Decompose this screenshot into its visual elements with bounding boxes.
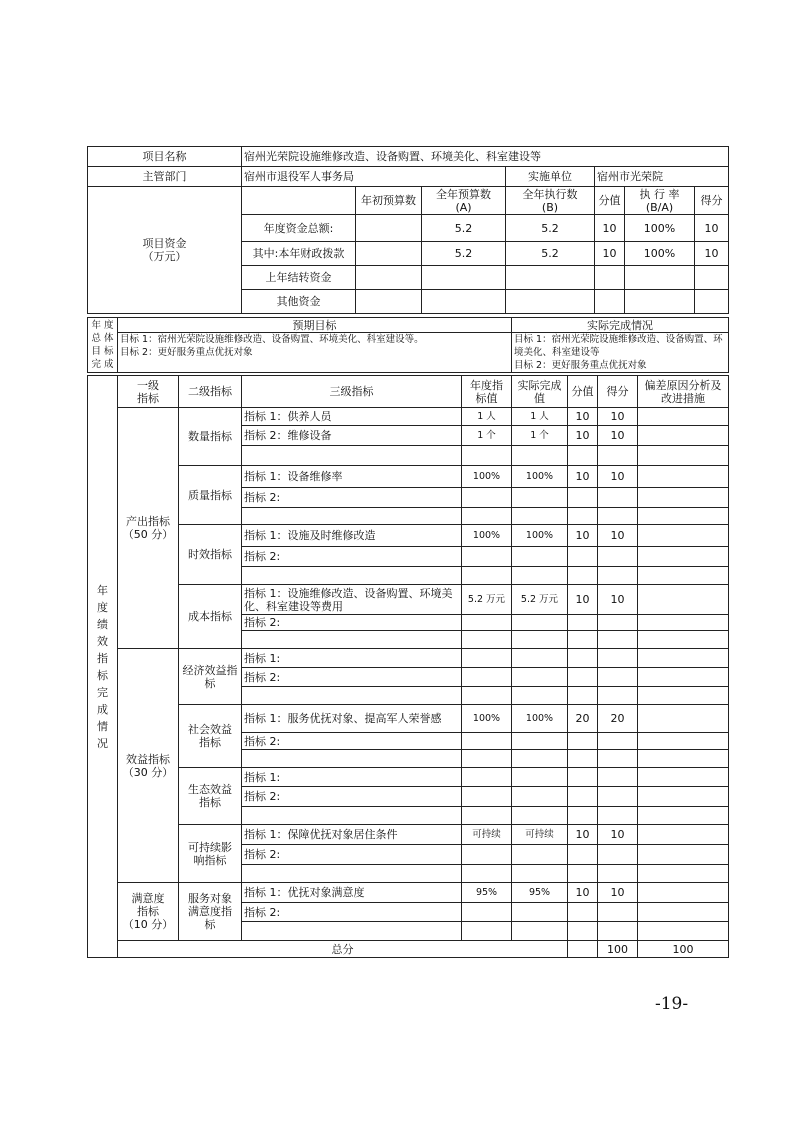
indicator-reason <box>638 922 729 941</box>
indicator-score <box>568 922 598 941</box>
indicator-target <box>462 668 512 687</box>
h-level3: 三级指标 <box>242 376 462 408</box>
service-l3: 标 <box>204 918 216 931</box>
expected-goals <box>118 333 512 373</box>
funds-row-score: 10 <box>595 215 625 242</box>
indicator-name: 指标 1：保障优抚对象居住条件 <box>242 825 462 845</box>
indicator-score <box>568 649 598 668</box>
actual-goals <box>512 333 729 373</box>
h-actual <box>512 376 568 408</box>
indicator-name: 指标 1：服务优抚对象、提高军人荣誉感 <box>242 705 462 733</box>
indicator-actual: 1 人 <box>512 408 568 426</box>
sustainability-l2: 响指标 <box>193 853 227 867</box>
funds-row-score: 10 <box>595 242 625 266</box>
indicator-actual <box>512 446 568 466</box>
total-got: 100 <box>638 941 729 958</box>
service-l2: 满意度指 <box>188 905 232 918</box>
perf-side-char: 效 <box>97 634 108 648</box>
funds-row-exec <box>506 290 595 314</box>
indicator-reason <box>638 585 729 615</box>
funds-row-got <box>695 290 729 314</box>
indicator-got <box>598 567 638 585</box>
funds-row-budget: 5.2 <box>422 215 506 242</box>
indicator-reason <box>638 488 729 508</box>
indicator-name: 指标 2: <box>242 787 462 807</box>
indicator-name: 指标 2: <box>242 668 462 687</box>
funds-row-label: 上年结转资金 <box>242 266 356 290</box>
indicator-actual: 5.2 万元 <box>512 585 568 615</box>
indicator-target: 100% <box>462 705 512 733</box>
funds-row-got: 10 <box>695 215 729 242</box>
indicator-name: 指标 2: <box>242 733 462 750</box>
indicator-reason <box>638 865 729 883</box>
indicator-score <box>568 903 598 922</box>
performance-table <box>87 375 729 958</box>
indicator-got <box>598 687 638 705</box>
indicator-target: 5.2 万元 <box>462 585 512 615</box>
indicator-target <box>462 615 512 631</box>
indicator-actual <box>512 922 568 941</box>
indicator-reason <box>638 787 729 807</box>
indicator-score: 10 <box>568 825 598 845</box>
indicator-actual <box>512 649 568 668</box>
indicator-actual: 95% <box>512 883 568 903</box>
benefit-indicator <box>118 649 179 883</box>
indicator-reason <box>638 446 729 466</box>
indicator-target <box>462 733 512 750</box>
indicator-reason <box>638 408 729 426</box>
indicator-actual: 可持续 <box>512 825 568 845</box>
h-got: 得分 <box>598 376 638 408</box>
goals-side-l2: 总 体 <box>91 333 114 344</box>
col-annual-budget-l2: (A) <box>455 200 472 214</box>
indicator-score <box>568 733 598 750</box>
perf-side-char: 标 <box>97 668 108 682</box>
quantity-indicator: 数量指标 <box>179 408 242 466</box>
satisfaction-indicator <box>118 883 179 941</box>
funds-row-budget: 5.2 <box>422 242 506 266</box>
indicator-got <box>598 787 638 807</box>
indicator-score: 10 <box>568 585 598 615</box>
indicator-score <box>568 787 598 807</box>
total-label: 总分 <box>118 941 568 958</box>
indicator-score <box>568 508 598 525</box>
indicator-target <box>462 567 512 585</box>
indicator-reason <box>638 807 729 825</box>
indicator-name: 指标 1：供养人员 <box>242 408 462 426</box>
indicator-reason <box>638 668 729 687</box>
indicator-reason <box>638 567 729 585</box>
indicator-target <box>462 687 512 705</box>
col-got: 得分 <box>695 187 729 215</box>
funds-row-initial <box>356 242 422 266</box>
indicator-target <box>462 787 512 807</box>
indicator-name: 指标 2: <box>242 845 462 865</box>
indicator-name: 指标 1: <box>242 768 462 787</box>
indicator-score: 10 <box>568 525 598 547</box>
col-annual-exec-l2: (B) <box>541 200 559 214</box>
indicator-name <box>242 446 462 466</box>
cost-indicator: 成本指标 <box>179 585 242 649</box>
indicator-actual <box>512 750 568 768</box>
indicator-actual: 100% <box>512 705 568 733</box>
h-reason-l2: 改进措施 <box>661 391 705 405</box>
perf-side-char: 完 <box>97 685 108 699</box>
indicator-target <box>462 649 512 668</box>
funds-row-label: 其中:本年财政拨款 <box>242 242 356 266</box>
total-score: 100 <box>598 941 638 958</box>
indicator-score <box>568 631 598 649</box>
indicator-score <box>568 488 598 508</box>
funds-row-exec: 5.2 <box>506 242 595 266</box>
indicator-reason <box>638 426 729 446</box>
goals-side-l3: 目 标 <box>91 346 114 357</box>
indicator-score: 20 <box>568 705 598 733</box>
indicator-name <box>242 631 462 649</box>
goals-side-label <box>88 318 118 373</box>
funds-label-line2: （万元） <box>142 250 187 263</box>
indicator-got <box>598 488 638 508</box>
indicator-actual <box>512 631 568 649</box>
benefit-indicator-l1: 效益指标 <box>126 752 170 766</box>
satisfaction-l1: 满意度 <box>131 892 165 905</box>
funds-row-got: 10 <box>695 242 729 266</box>
service-satisfaction-indicator <box>179 883 242 941</box>
h-reason-l1: 偏差原因分析及 <box>644 378 722 392</box>
indicator-actual: 100% <box>512 525 568 547</box>
indicator-got <box>598 615 638 631</box>
benefit-indicator-l2: （30 分） <box>122 765 174 779</box>
indicator-actual: 100% <box>512 466 568 488</box>
funds-row-score <box>595 290 625 314</box>
col-exec-rate-l1: 执 行 率 <box>639 187 680 201</box>
indicator-name <box>242 865 462 883</box>
indicator-got <box>598 446 638 466</box>
funds-row-label: 其他资金 <box>242 290 356 314</box>
indicator-name: 指标 1：设施及时维修改造 <box>242 525 462 547</box>
funds-row-rate <box>625 290 695 314</box>
indicator-actual <box>512 488 568 508</box>
indicator-target <box>462 845 512 865</box>
h-target <box>462 376 512 408</box>
goals-side-l1: 年 度 <box>91 320 114 331</box>
indicator-reason <box>638 845 729 865</box>
perf-side-char: 情 <box>97 719 108 733</box>
indicator-got: 10 <box>598 525 638 547</box>
indicator-target <box>462 865 512 883</box>
h-actual-l2: 值 <box>534 391 545 405</box>
indicator-reason <box>638 631 729 649</box>
indicator-name: 指标 1：优抚对象满意度 <box>242 883 462 903</box>
funds-row-budget <box>422 266 506 290</box>
indicator-actual <box>512 508 568 525</box>
h-reason <box>638 376 729 408</box>
indicator-got <box>598 845 638 865</box>
indicator-name: 指标 2: <box>242 615 462 631</box>
indicator-reason <box>638 649 729 668</box>
h-level1-l2: 指标 <box>137 391 159 405</box>
perf-side-char: 指 <box>97 651 108 665</box>
actual-goals-header: 实际完成情况 <box>512 318 729 333</box>
h-level1-l1: 一级 <box>137 378 159 392</box>
indicator-target <box>462 508 512 525</box>
unit-value: 宿州市光荣院 <box>595 167 729 187</box>
unit-label: 实施单位 <box>506 167 595 187</box>
indicator-actual <box>512 768 568 787</box>
indicator-got <box>598 807 638 825</box>
indicator-score <box>568 768 598 787</box>
page-number: -19- <box>655 994 689 1014</box>
col-exec-rate-l2: (B/A) <box>645 200 674 214</box>
funds-header-blank <box>242 187 356 215</box>
indicator-reason <box>638 750 729 768</box>
h-target-l1: 年度指 <box>470 378 503 392</box>
ecological-l1: 生态效益 <box>188 783 232 796</box>
timeliness-indicator: 时效指标 <box>179 525 242 585</box>
ecological-benefit-indicator <box>179 768 242 825</box>
actual-goal-1: 目标 1：宿州光荣院设施维修改造、设备购置、环境美化、科室建设等 <box>514 334 723 358</box>
annual-goals-table <box>87 317 729 373</box>
perf-side-label <box>88 376 118 958</box>
funds-row-rate <box>625 266 695 290</box>
indicator-score <box>568 845 598 865</box>
col-annual-exec-l1: 全年执行数 <box>522 187 578 201</box>
col-exec-rate <box>625 187 695 215</box>
expected-goal-2: 目标 2：更好服务重点优抚对象 <box>120 347 253 358</box>
social-l1: 社会效益 <box>188 723 232 736</box>
indicator-reason <box>638 687 729 705</box>
indicator-target: 1 个 <box>462 426 512 446</box>
perf-side-char: 度 <box>97 600 108 614</box>
funds-row-label: 年度资金总额: <box>242 215 356 242</box>
indicator-actual <box>512 733 568 750</box>
indicator-actual <box>512 787 568 807</box>
indicator-actual <box>512 567 568 585</box>
perf-side-char: 成 <box>97 702 108 716</box>
indicator-got <box>598 668 638 687</box>
indicator-target <box>462 631 512 649</box>
indicator-reason <box>638 615 729 631</box>
funds-label-line1: 项目资金 <box>142 237 187 250</box>
indicator-name <box>242 750 462 768</box>
satisfaction-l2: 指标 <box>137 905 159 918</box>
output-indicator-l2: （50 分） <box>122 528 174 541</box>
indicator-target: 可持续 <box>462 825 512 845</box>
indicator-got <box>598 865 638 883</box>
col-initial-budget: 年初预算数 <box>356 187 422 215</box>
funds-row-exec: 5.2 <box>506 215 595 242</box>
indicator-name <box>242 567 462 585</box>
indicator-reason <box>638 508 729 525</box>
indicator-name: 指标 1: <box>242 649 462 668</box>
indicator-score <box>568 567 598 585</box>
indicator-target <box>462 446 512 466</box>
indicator-reason <box>638 547 729 567</box>
indicator-actual <box>512 668 568 687</box>
project-funds-table <box>87 146 729 314</box>
indicator-name <box>242 508 462 525</box>
indicator-reason <box>638 525 729 547</box>
indicator-target <box>462 488 512 508</box>
indicator-name: 指标 2: <box>242 488 462 508</box>
project-name-value: 宿州光荣院设施维修改造、设备购置、环境美化、科室建设等 <box>242 147 729 167</box>
perf-side-char: 况 <box>97 736 108 750</box>
expected-goals-header: 预期目标 <box>118 318 512 333</box>
h-level1 <box>118 376 179 408</box>
indicator-score: 10 <box>568 426 598 446</box>
indicator-name: 指标 1：设备维修率 <box>242 466 462 488</box>
indicator-score: 10 <box>568 883 598 903</box>
indicator-actual <box>512 903 568 922</box>
funds-row-initial <box>356 290 422 314</box>
indicator-name <box>242 687 462 705</box>
sustainability-l1: 可持续影 <box>188 840 232 854</box>
social-benefit-indicator <box>179 705 242 768</box>
indicator-got: 10 <box>598 408 638 426</box>
indicator-target <box>462 768 512 787</box>
indicator-name: 指标 2: <box>242 903 462 922</box>
h-actual-l1: 实际完成 <box>517 378 562 392</box>
indicator-got <box>598 547 638 567</box>
indicator-reason <box>638 883 729 903</box>
indicator-target: 95% <box>462 883 512 903</box>
indicator-got: 10 <box>598 825 638 845</box>
indicator-actual <box>512 807 568 825</box>
goals-side-l4: 完 成 <box>91 359 114 370</box>
h-score: 分值 <box>568 376 598 408</box>
indicator-reason <box>638 768 729 787</box>
actual-goal-2: 目标 2：更好服务重点优抚对象 <box>514 360 647 371</box>
indicator-got <box>598 922 638 941</box>
perf-side-char: 年 <box>97 583 108 597</box>
sustainability-indicator <box>179 825 242 883</box>
indicator-score <box>568 687 598 705</box>
indicator-score <box>568 446 598 466</box>
funds-label <box>88 187 242 314</box>
indicator-score: 10 <box>568 408 598 426</box>
indicator-score <box>568 865 598 883</box>
funds-row-initial <box>356 266 422 290</box>
col-annual-budget <box>422 187 506 215</box>
indicator-score <box>568 547 598 567</box>
indicator-name: 指标 1：设施维修改造、设备购置、环境美化、科室建设等费用 <box>242 585 462 615</box>
indicator-score <box>568 807 598 825</box>
h-level2: 二级指标 <box>179 376 242 408</box>
indicator-target <box>462 922 512 941</box>
indicator-score: 10 <box>568 466 598 488</box>
total-blank <box>568 941 598 958</box>
indicator-got: 10 <box>598 585 638 615</box>
indicator-got <box>598 733 638 750</box>
funds-row-rate: 100% <box>625 242 695 266</box>
indicator-target <box>462 547 512 567</box>
indicator-got <box>598 903 638 922</box>
indicator-name: 指标 2: <box>242 547 462 567</box>
indicator-score <box>568 750 598 768</box>
quality-indicator: 质量指标 <box>179 466 242 525</box>
h-target-l2: 标值 <box>475 391 498 405</box>
ecological-l2: 指标 <box>199 796 221 809</box>
indicator-actual <box>512 687 568 705</box>
project-name-label: 项目名称 <box>88 147 242 167</box>
indicator-actual <box>512 615 568 631</box>
indicator-target: 100% <box>462 525 512 547</box>
service-l1: 服务对象 <box>188 892 232 905</box>
output-indicator-l1: 产出指标 <box>126 515 170 528</box>
funds-row-score <box>595 266 625 290</box>
indicator-target <box>462 903 512 922</box>
economic-l2: 标 <box>204 676 216 690</box>
indicator-got: 20 <box>598 705 638 733</box>
indicator-reason <box>638 825 729 845</box>
indicator-score <box>568 615 598 631</box>
indicator-actual <box>512 547 568 567</box>
indicator-actual <box>512 845 568 865</box>
col-annual-budget-l1: 全年预算数 <box>436 187 491 201</box>
indicator-got: 10 <box>598 883 638 903</box>
dept-label: 主管部门 <box>88 167 242 187</box>
indicator-got: 10 <box>598 426 638 446</box>
funds-row-budget <box>422 290 506 314</box>
indicator-target <box>462 807 512 825</box>
col-score: 分值 <box>595 187 625 215</box>
economic-l1: 经济效益指 <box>182 663 238 677</box>
indicator-got <box>598 508 638 525</box>
funds-row-initial <box>356 215 422 242</box>
output-indicator <box>118 408 179 649</box>
indicator-got <box>598 768 638 787</box>
indicator-actual: 1 个 <box>512 426 568 446</box>
indicator-reason <box>638 903 729 922</box>
indicator-target: 100% <box>462 466 512 488</box>
expected-goal-1: 目标 1：宿州光荣院设施维修改造、设备购置、环境美化、科室建设等。 <box>120 334 424 345</box>
funds-row-exec <box>506 266 595 290</box>
dept-value: 宿州市退役军人事务局 <box>242 167 506 187</box>
social-l2: 指标 <box>199 736 221 749</box>
indicator-got <box>598 649 638 668</box>
perf-side-char: 绩 <box>97 617 108 631</box>
indicator-name <box>242 922 462 941</box>
indicator-got <box>598 631 638 649</box>
indicator-actual <box>512 865 568 883</box>
indicator-reason <box>638 705 729 733</box>
funds-row-rate: 100% <box>625 215 695 242</box>
indicator-score <box>568 668 598 687</box>
satisfaction-l3: （10 分） <box>122 918 174 931</box>
indicator-reason <box>638 466 729 488</box>
col-annual-exec <box>506 187 595 215</box>
indicator-reason <box>638 733 729 750</box>
indicator-target: 1 人 <box>462 408 512 426</box>
funds-row-got <box>695 266 729 290</box>
indicator-name <box>242 807 462 825</box>
indicator-name: 指标 2：维修设备 <box>242 426 462 446</box>
indicator-got: 10 <box>598 466 638 488</box>
indicator-got <box>598 750 638 768</box>
indicator-target <box>462 750 512 768</box>
economic-benefit-indicator <box>179 649 242 705</box>
